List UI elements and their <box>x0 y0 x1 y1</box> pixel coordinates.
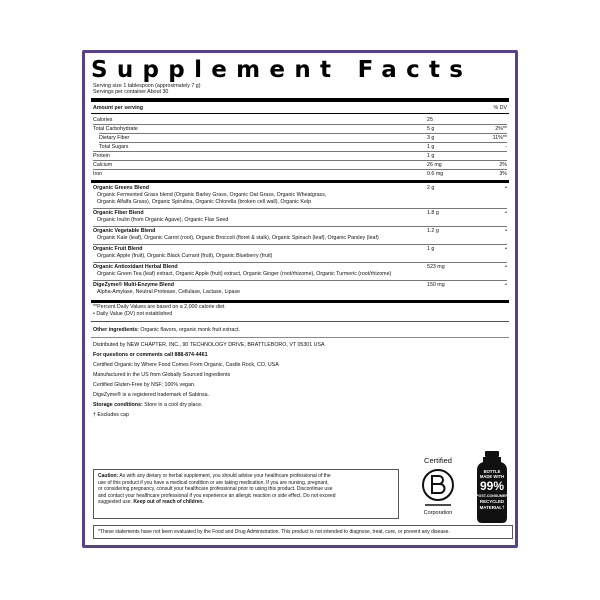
gluten-free-line: Certified Gluten-Free by NSF; 100% vegan. <box>93 382 196 388</box>
caution-line: and contact your healthcare professional if you experience an allergic reaction or side effect. Do not exceed <box>98 492 336 499</box>
nutrient-amount: 1 g <box>427 153 435 159</box>
storage-line <box>93 402 203 409</box>
caution-line <box>98 499 394 506</box>
caution-box <box>93 469 399 519</box>
blend-ingredients: Organic Kale (leaf), Organic Carrot (root), Organic Broccoli (floret & stalk), Organic Spinach (leaf), Organic Parsley (leaf) <box>97 235 379 241</box>
nutrient-name: Total Carbohydrate <box>93 126 138 132</box>
nutrient-row <box>93 116 507 124</box>
nutrient-name: Iron <box>93 171 103 177</box>
nutrient-amount: 25 <box>427 117 433 123</box>
footnote-dv: **Percent Daily Values are based on a 2,000 calorie diet <box>93 304 225 310</box>
blend-name: Organic Vegetable Blend <box>93 228 156 234</box>
blend-ingredients: Alpha-Amylase, Neutral Protease, Cellulase, Lactase, Lipase <box>97 289 241 295</box>
blend-name: Organic Antioxidant Herbal Blend <box>93 264 178 270</box>
blend-ingredients: Organic Inulin (from Organic Agave), Organic Flax Seed <box>97 217 229 223</box>
nutrient-dv: 2% <box>499 162 507 168</box>
bottle-cap <box>485 451 499 457</box>
bcorp-certified-text: Certified <box>424 456 452 465</box>
nutrient-name: Calories <box>93 117 113 123</box>
row-separator <box>93 208 507 209</box>
amount-header <box>93 104 507 112</box>
nutrient-amount: 26 mg <box>427 162 442 168</box>
nutrient-amount: 0.6 mg <box>427 171 444 177</box>
medium-rule <box>91 300 509 303</box>
manufactured-line: Manufactured in the US from Globally Sourced Ingredients <box>93 372 231 378</box>
caution-line: use of this product if you have a medical condition or are taking medication. If you are nursing, pregnant, <box>98 479 329 486</box>
blend-name: Organic Fruit Blend <box>93 246 143 252</box>
servings-per-container: Servings per container About 30 <box>93 89 169 95</box>
nutrient-dv: 3% <box>499 171 507 177</box>
b-corp-logo <box>415 455 461 519</box>
blend-ingredients: Organic Green Tea (leaf) extract, Organic Apple (fruit) extract, Organic Ginger (root/rhizome), Organic Turmeric (root/rhizome) <box>97 271 392 277</box>
nutrient-dv: - <box>505 144 507 150</box>
blend-dv: • <box>505 210 507 216</box>
row-separator <box>93 262 507 263</box>
blend-dv: • <box>505 228 507 234</box>
blend-row <box>93 246 507 260</box>
blend-amount: 1 g <box>427 246 435 252</box>
certified-organic: Certified Organic by Where Food Comes From Organic, Castle Rock, CO, USA <box>93 362 279 368</box>
blend-dv: • <box>505 264 507 270</box>
caution-label: Caution: <box>98 473 119 479</box>
recycled-bottle-badge <box>473 451 511 523</box>
nutrient-row <box>93 125 507 133</box>
blend-dv: • <box>505 282 507 288</box>
blend-amount: 2 g <box>427 185 435 191</box>
caution-text: As with any dietary or herbal supplement, you should advise your healthcare professional of the <box>119 473 331 479</box>
nutrient-row <box>93 152 507 160</box>
blend-row <box>93 210 507 224</box>
blend-amount: 150 mg <box>427 282 445 288</box>
nutrient-amount: 3 g <box>427 135 435 141</box>
caution-keep-out: Keep out of reach of children. <box>133 499 204 506</box>
distributed-by: Distributed by NEW CHAPTER, INC., 90 TECHNOLOGY DRIVE, BRATTLEBORO, VT 05301 USA <box>93 342 325 348</box>
blend-row <box>93 185 507 207</box>
nutrient-dv: 11%** <box>492 135 507 141</box>
nutrient-name: Dietary Fiber <box>99 135 130 141</box>
blend-ingredients: Organic Alfalfa Grass), Organic Spirulina, Organic Chlorella (broken cell wall), Organic Kelp <box>97 199 312 205</box>
medium-rule <box>91 180 509 183</box>
blend-ingredients: Organic Fermented Grass blend (Organic Barley Grass, Organic Oat Grass, Organic Wheatgrass, <box>97 192 327 198</box>
bottle-text: MADE WITH <box>479 474 505 479</box>
dv-label: % DV <box>493 105 507 111</box>
other-ingredients-text: Organic flavors, organic monk fruit extract. <box>140 327 240 333</box>
blend-name: Organic Greens Blend <box>93 185 149 191</box>
blend-amount: 523 mg <box>427 264 445 270</box>
supplement-facts-panel <box>82 50 518 548</box>
blend-ingredients: Organic Apple (fruit), Organic Black Currant (fruit), Organic Blueberry (fruit) <box>97 253 273 259</box>
blend-row <box>93 264 507 278</box>
nutrient-amount: 5 g <box>427 126 435 132</box>
excludes-cap: † Excludes cap <box>93 412 129 418</box>
section-divider <box>91 337 509 338</box>
blend-amount: 1.8 g <box>427 210 439 216</box>
caution-text: suggested use. <box>98 499 132 506</box>
bottle-percent: 99% <box>479 479 505 493</box>
nutrient-row <box>93 143 507 151</box>
nutrient-name: Total Sugars <box>99 144 129 150</box>
row-separator <box>93 280 507 281</box>
footnote-not-established: • Daily Value (DV) not established <box>93 311 173 317</box>
blend-row <box>93 228 507 242</box>
storage-text: Store in a cool dry place. <box>144 402 203 408</box>
amount-label: Amount per serving <box>93 105 144 111</box>
other-ingredients-label: Other ingredients: <box>93 327 139 333</box>
serving-size: Serving size 1 tablespoon (approximately 7 g) <box>93 83 201 89</box>
storage-label: Storage conditions: <box>93 402 143 408</box>
blend-dv: • <box>505 246 507 252</box>
row-separator <box>93 244 507 245</box>
bcorp-b-glyph <box>432 476 445 493</box>
blend-amount: 1.2 g <box>427 228 439 234</box>
bottle-text: RECYCLED <box>479 499 505 504</box>
panel-title: Supplement Facts <box>91 57 473 83</box>
other-ingredients <box>93 327 240 334</box>
nutrient-amount: 1 g <box>427 144 435 150</box>
nutrient-name: Protein <box>93 153 110 159</box>
row-separator <box>93 226 507 227</box>
caution-line: or considering pregnancy, consult your healthcare professional prior to using this product. Discontinue use <box>98 486 333 493</box>
thick-rule <box>91 98 509 102</box>
blend-dv: • <box>505 185 507 191</box>
nutrient-dv: 2%** <box>495 126 507 132</box>
fda-disclaimer: *These statements have not been evaluated by the Food and Drug Administration. This product is not intended to diagnose, treat, cure, or prevent any disease. <box>93 525 513 539</box>
blend-name: Organic Fiber Blend <box>93 210 144 216</box>
nutrient-row <box>93 134 507 142</box>
blend-row <box>93 282 507 296</box>
bcorp-corporation-text: Corporation <box>423 510 453 516</box>
caution-line <box>98 473 394 480</box>
trademark-line: DigeZyme® is a registered trademark of Sabinsa. <box>93 392 210 398</box>
bottle-text: MATERIAL† <box>479 505 505 510</box>
blend-name: DigeZyme® Multi-Enzyme Blend <box>93 282 175 288</box>
nutrient-name: Calcium <box>93 162 113 168</box>
bottle-text: BOTTLE <box>483 469 501 474</box>
nutrient-row <box>93 170 507 178</box>
thin-rule <box>91 113 509 114</box>
nutrient-row <box>93 161 507 169</box>
bottle-text: POST-CONSUMER <box>476 494 508 498</box>
section-divider <box>91 321 509 322</box>
questions-line: For questions or comments call 888-874-4461 <box>93 352 208 358</box>
